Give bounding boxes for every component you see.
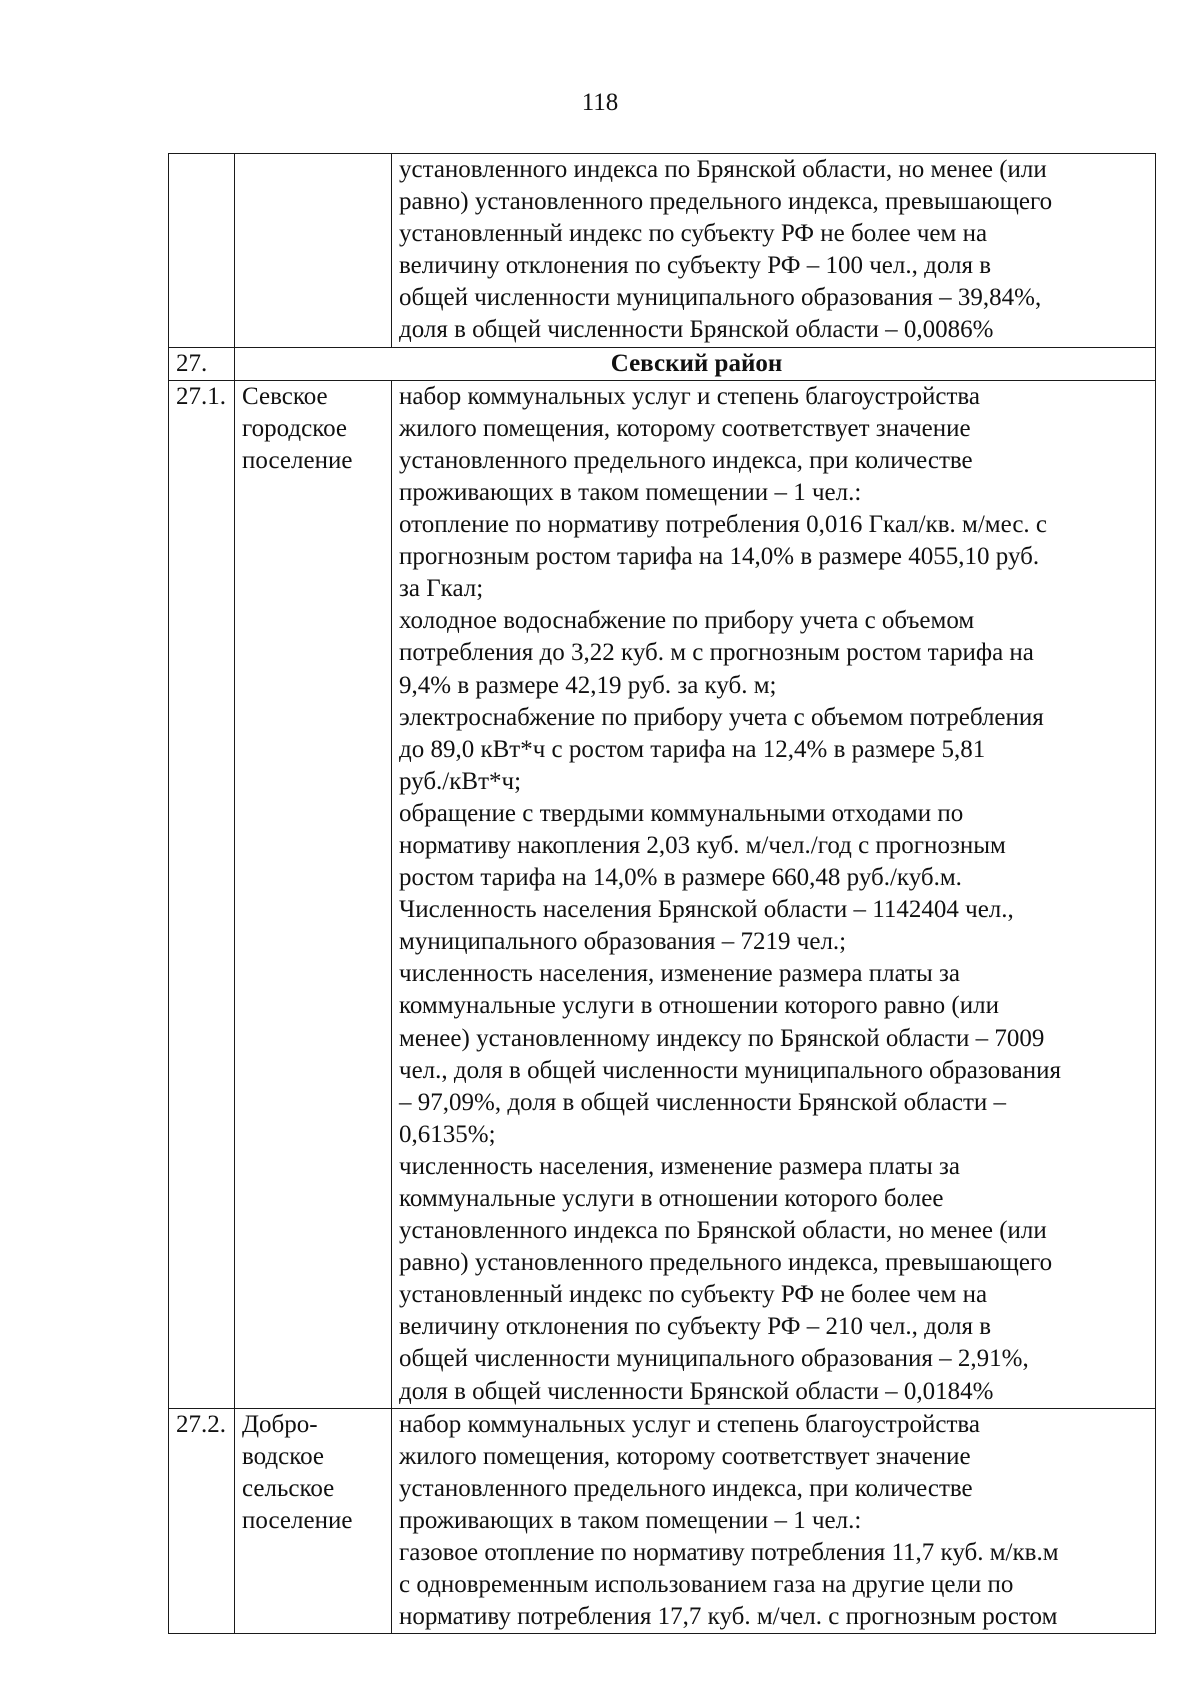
description-line: установленного индекса по Брянской области, но менее (или xyxy=(399,1217,1047,1245)
municipality-name-cell xyxy=(235,380,392,1408)
description-line: чел., доля в общей численности муниципального образования xyxy=(399,1056,1061,1084)
description-line: общей численности муниципального образования – 39,84%, xyxy=(399,284,1042,312)
page-number: 118 xyxy=(581,89,619,116)
municipality-name-line: поселение xyxy=(242,1506,353,1534)
description-line: нормативу потребления 17,7 куб. м/чел. с прогнозным ростом xyxy=(399,1603,1058,1631)
description-line: установленный индекс по субъекту РФ не более чем на xyxy=(399,1281,988,1309)
description-line: с одновременным использованием газа на другие цели по xyxy=(399,1571,1014,1599)
description-line: холодное водоснабжение по прибору учета с объемом xyxy=(399,607,975,635)
description-line: обращение с твердыми коммунальными отходами по xyxy=(399,799,964,827)
description-line: жилого помещения, которому соответствует значение xyxy=(399,414,971,442)
description-line: за Гкал; xyxy=(399,575,484,603)
description-cell xyxy=(392,1408,1156,1634)
municipality-name-line: водское xyxy=(242,1442,325,1470)
description-line: величину отклонения по субъекту РФ – 210 чел., доля в xyxy=(399,1313,992,1341)
description-line: ростом тарифа на 14,0% в размере 660,48 руб./куб.м. xyxy=(399,864,962,892)
description-cell xyxy=(392,380,1156,1408)
municipality-name-line: Севское xyxy=(242,382,328,410)
description-line: прогнозным ростом тарифа на 14,0% в размере 4055,10 руб. xyxy=(399,543,1040,571)
description-line: коммунальные услуги в отношении которого равно (или xyxy=(399,992,999,1020)
description-line: 9,4% в размере 42,19 руб. за куб. м; xyxy=(399,671,777,699)
municipality-name-line: городское xyxy=(242,414,348,442)
district-number-cell: 27. xyxy=(169,347,235,380)
description-line: установленный индекс по субъекту РФ не более чем на xyxy=(399,220,988,248)
row-number-cell: 27.1. xyxy=(169,380,235,1408)
description-line: набор коммунальных услуг и степень благоустройства xyxy=(399,1410,980,1438)
row-number-cell xyxy=(169,154,235,348)
description-line: величину отклонения по субъекту РФ – 100 чел., доля в xyxy=(399,252,992,280)
district-title: Севский район xyxy=(235,347,1156,380)
description-line: потребления до 3,22 куб. м с прогнозным ростом тарифа на xyxy=(399,639,1034,667)
description-line: муниципального образования – 7219 чел.; xyxy=(399,928,847,956)
description-line: доля в общей численности Брянской области – 0,0184% xyxy=(399,1377,994,1405)
description-line: электроснабжение по прибору учета с объемом потребления xyxy=(399,703,1044,731)
municipality-name-cell xyxy=(235,154,392,348)
description-line: отопление по нормативу потребления 0,016 Гкал/кв. м/мес. с xyxy=(399,511,1048,539)
description-line: доля в общей численности Брянской области – 0,0086% xyxy=(399,316,994,344)
description-line: численность населения, изменение размера платы за xyxy=(399,1152,960,1180)
municipality-name-line: Добро- xyxy=(242,1410,318,1438)
municipality-name-line: поселение xyxy=(242,446,353,474)
municipal-index-table xyxy=(168,153,1156,1634)
description-line: менее) установленному индексу по Брянской области – 7009 xyxy=(399,1024,1045,1052)
table-row-27-2 xyxy=(169,1408,1156,1634)
description-line: жилого помещения, которому соответствует значение xyxy=(399,1442,971,1470)
description-cell xyxy=(392,154,1156,348)
description-line: руб./кВт*ч; xyxy=(399,767,522,795)
municipality-name-line: сельское xyxy=(242,1474,335,1502)
description-line: общей численности муниципального образования – 2,91%, xyxy=(399,1345,1029,1373)
description-line: 0,6135%; xyxy=(399,1120,496,1148)
description-line: нормативу накопления 2,03 куб. м/чел./год с прогнозным xyxy=(399,831,1006,859)
table-row-district xyxy=(169,347,1156,380)
description-line: установленного предельного индекса, при количестве xyxy=(399,1474,973,1502)
municipality-name-cell xyxy=(235,1408,392,1634)
description-line: равно) установленного предельного индекса, превышающего xyxy=(399,188,1053,216)
description-line: численность населения, изменение размера платы за xyxy=(399,960,960,988)
description-line: газовое отопление по нормативу потребления 11,7 куб. м/кв.м xyxy=(399,1539,1059,1567)
description-line: коммунальные услуги в отношении которого более xyxy=(399,1185,944,1212)
description-line: проживающих в таком помещении – 1 чел.: xyxy=(399,478,862,506)
description-line: – 97,09%, доля в общей численности Брянской области – xyxy=(399,1088,1006,1116)
description-line: до 89,0 кВт*ч с ростом тарифа на 12,4% в размере 5,81 xyxy=(399,735,986,763)
description-line: установленного индекса по Брянской области, но менее (или xyxy=(399,156,1047,183)
description-line: Численность населения Брянской области – 1142404 чел., xyxy=(399,896,1014,924)
description-line: равно) установленного предельного индекса, превышающего xyxy=(399,1249,1053,1277)
row-number-cell: 27.2. xyxy=(169,1408,235,1634)
description-line: набор коммунальных услуг и степень благоустройства xyxy=(399,382,980,410)
table-row-27-1 xyxy=(169,380,1156,1408)
table-row-continued xyxy=(169,154,1156,348)
description-line: установленного предельного индекса, при количестве xyxy=(399,446,973,474)
description-line: проживающих в таком помещении – 1 чел.: xyxy=(399,1506,862,1534)
